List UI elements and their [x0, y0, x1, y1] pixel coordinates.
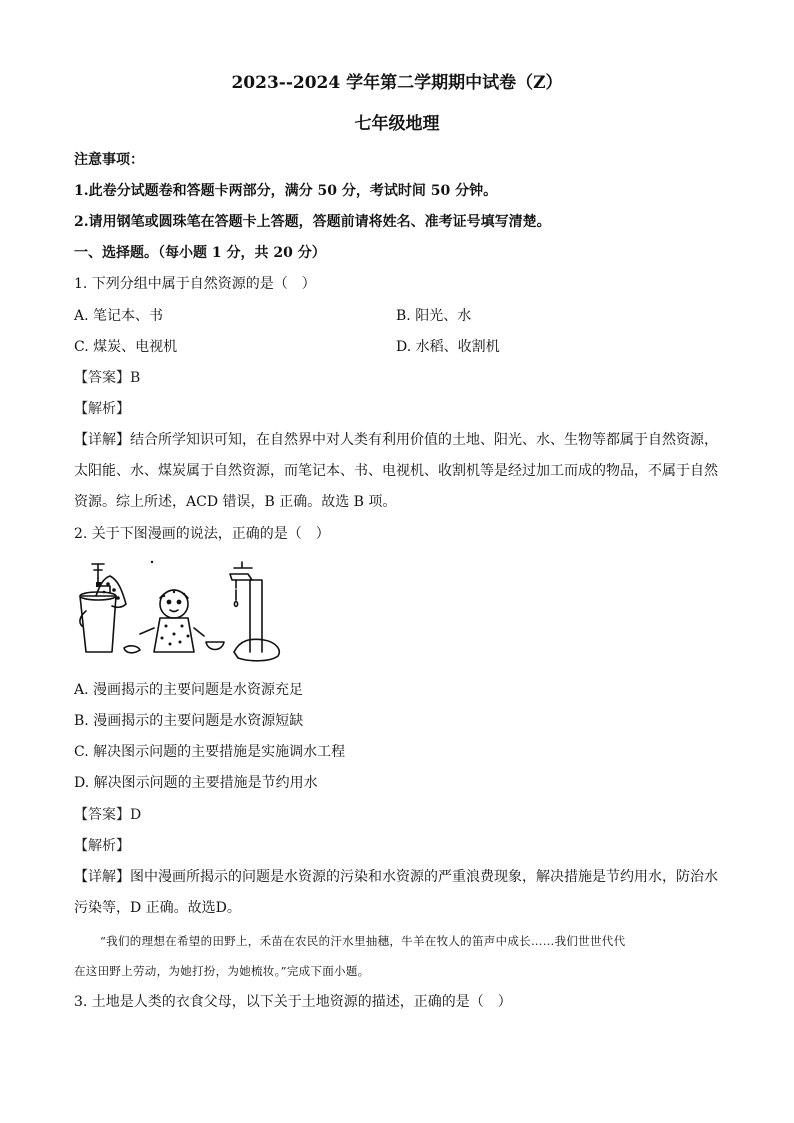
question-1-answer: 【答案】B [74, 370, 141, 386]
question-2-option-d: D. 解决图示问题的主要措施是节约用水 [74, 775, 318, 791]
water-waste-comic-image [74, 556, 284, 666]
exam-subtitle: 七年级地理 [354, 114, 440, 134]
question-2-option-b: B. 漫画揭示的主要问题是水资源短缺 [74, 713, 304, 729]
exam-title: 2023--2024 学年第二学期期中试卷（Z） [231, 73, 563, 93]
question-1-detail-line-3: 资源。综上所述，ACD 错误，B 正确。故选 B 项。 [74, 494, 397, 510]
question-1-detail-line-1: 【详解】结合所学知识可知，在自然界中对人类有利用价值的土地、阳光、水、生物等都属于自然资源， [74, 432, 718, 448]
question-1-stem: 1. 下列分组中属于自然资源的是（ ） [74, 276, 316, 292]
question-1-option-a: A. 笔记本、书 [74, 308, 164, 324]
question-2-detail-line-2: 污染等，D 正确。故选D。 [74, 900, 241, 916]
question-3-stem: 3. 土地是人类的衣食父母，以下关于土地资源的描述，正确的是（ ） [74, 994, 512, 1010]
question-2-option-a: A. 漫画揭示的主要问题是水资源充足 [74, 682, 304, 698]
question-2-option-c: C. 解决图示问题的主要措施是实施调水工程 [74, 744, 346, 760]
notice-heading: 注意事项： [74, 152, 144, 168]
section-heading: 一、选择题。（每小题 1 分，共 20 分） [74, 245, 326, 261]
question-2-answer: 【答案】D [74, 807, 142, 823]
notice-item-2: 2.请用钢笔或圆珠笔在答题卡上答题，答题前请将姓名、准考证号填写清楚。 [74, 214, 551, 230]
question-2-analysis-label: 【解析】 [74, 838, 130, 854]
question-1-detail-line-2: 太阳能、水、煤炭属于自然资源，而笔记本、书、电视机、收割机等是经过加工而成的物品，不属于自然 [74, 463, 718, 479]
question-2-stem: 2. 关于下图漫画的说法，正确的是（ ） [74, 526, 330, 542]
question-1-option-d: D. 水稻、收割机 [396, 339, 500, 355]
passage-line-2: 在这田野上劳动，为她打扮，为她梳妆。”完成下面小题。 [74, 964, 370, 978]
notice-item-1: 1.此卷分试题卷和答题卡两部分，满分 50 分，考试时间 50 分钟。 [74, 183, 498, 199]
question-1-option-b: B. 阳光、水 [396, 308, 472, 324]
question-1-option-c: C. 煤炭、电视机 [74, 339, 178, 355]
question-2-detail-line-1: 【详解】图中漫画所揭示的问题是水资源的污染和水资源的严重浪费现象，解决措施是节约用水，防治水 [74, 869, 718, 885]
question-1-analysis-label: 【解析】 [74, 401, 130, 417]
passage-line-1: “我们的理想在希望的田野上，禾苗在农民的汗水里抽穗，牛羊在牧人的笛声中成长……我们世世代代 [100, 934, 626, 948]
